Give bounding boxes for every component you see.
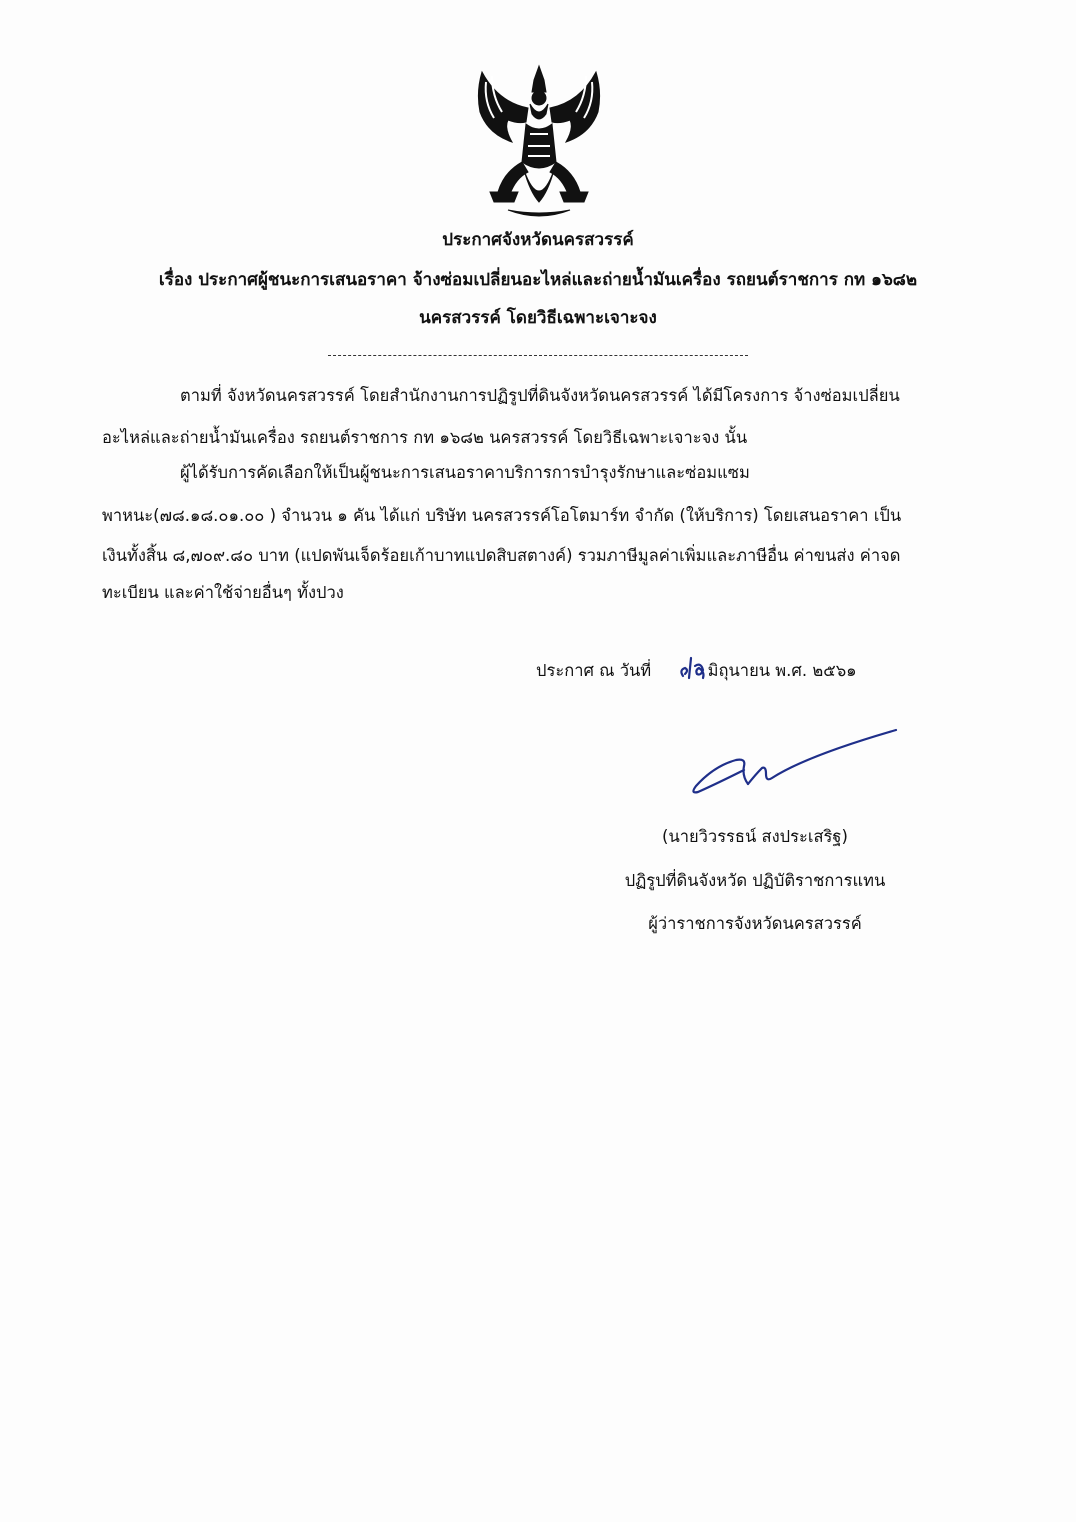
document-title: ประกาศจังหวัดนครสวรรค์ xyxy=(442,230,634,250)
handwritten-day-icon xyxy=(675,650,715,684)
signature-icon xyxy=(686,722,906,804)
garuda-emblem-icon xyxy=(468,62,610,222)
signatory-on-behalf: ผู้ว่าราชการจังหวัดนครสวรรค์ xyxy=(648,914,862,933)
body-line-2: อะไหล่และถ่ายน้ำมันเครื่อง รถยนต์ราชการ กท ๑๖๘๒ นครสวรรค์ โดยวิธีเฉพาะเจาะจง นั้น xyxy=(102,428,748,447)
body-line-5: เงินทั้งสิ้น ๘,๗๐๙.๘๐ บาท (แปดพันเจ็ดร้อยเก้าบาทแปดสิบสตางค์) รวมภาษีมูลค่าเพิ่มและภาษีอื่น ค่าขนส่ง ค่าจด xyxy=(102,546,901,565)
body-line-3: ผู้ได้รับการคัดเลือกให้เป็นผู้ชนะการเสนอราคาบริการการบำรุงรักษาและซ่อมแซม xyxy=(180,463,750,482)
body-line-4: พาหนะ(๗๘.๑๘.๐๑.๐๐ ) จำนวน ๑ คัน ได้แก่ บริษัท นครสวรรค์โอโตมาร์ท จำกัด (ให้บริการ) โดยเสนอราคา เป็น xyxy=(102,506,902,525)
signatory-position: ปฏิรูปที่ดินจังหวัด ปฏิบัติราชการแทน xyxy=(624,871,886,890)
body-line-6: ทะเบียน และค่าใช้จ่ายอื่นๆ ทั้งปวง xyxy=(102,583,344,602)
date-prefix: ประกาศ ณ วันที่ xyxy=(536,661,652,680)
date-suffix: มิถุนายน พ.ศ. ๒๕๖๑ xyxy=(707,661,857,680)
divider-line xyxy=(328,355,748,356)
signatory-name: (นายวิวรรธน์ สงประเสริฐ) xyxy=(662,827,848,846)
subject-line-2: นครสวรรค์ โดยวิธีเฉพาะเจาะจง xyxy=(419,308,657,328)
body-line-1: ตามที่ จังหวัดนครสวรรค์ โดยสำนักงานการปฏิรูปที่ดินจังหวัดนครสวรรค์ ได้มีโครงการ จ้างซ่อมเปลี่ยน xyxy=(180,386,900,405)
subject-line-1: เรื่อง ประกาศผู้ชนะการเสนอราคา จ้างซ่อมเปลี่ยนอะไหล่และถ่ายน้ำมันเครื่อง รถยนต์ราชการ กท ๑๖๘๒ xyxy=(158,270,918,290)
